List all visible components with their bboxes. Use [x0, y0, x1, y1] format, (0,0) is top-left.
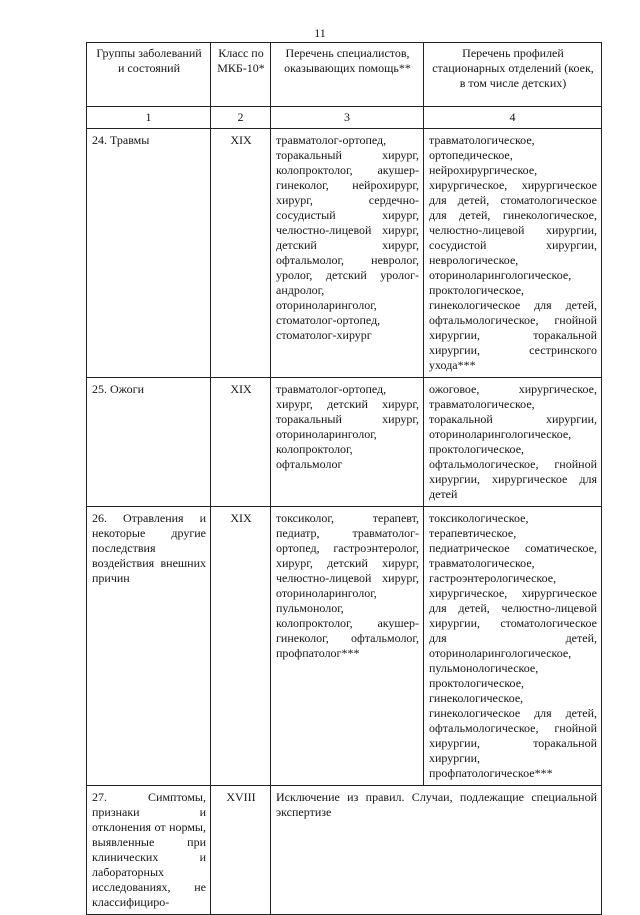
- icd-class-cell: XIX: [211, 507, 271, 786]
- departments-cell: ожоговое, хирургическое, травматологическое, торакальной хирургии, оториноларингологическое, проктологическое, офтальмологическое, гнойной хирургии, хирургическое для детей: [424, 378, 602, 507]
- departments-cell: токсикологическое, терапевтическое, педиатрическое соматическое, травматологическое, гастроэнтерологическое, хирургическое, хирургическое для детей, челюстно-лицевой хирургии, стоматологическое для детей, оториноларингологическое, пульмонологическое, проктологическое, гинекологическое, гинекологическое для детей, офтальмологическое, гнойной хирургии, торакальной хирургии, профпатологическое***: [424, 507, 602, 786]
- table-row: [87, 786, 602, 915]
- header-icd-class: Класс по МКБ-10*: [211, 43, 271, 107]
- table-header-row: [87, 43, 602, 107]
- group-cell: 25. Ожоги: [87, 378, 211, 507]
- column-number-row: [87, 107, 602, 129]
- specialists-cell: травматолог-ортопед, торакальный хирург, колопроктолог, акушер-гинеколог, нейрохирург, хирург, сердечно-сосудистый хирург, челюстно-лицевой хирург, детский хирург, офтальмолог, невролог, уролог, детский уролог-андролог, оториноларинголог, стоматолог-ортопед, стоматолог-хирург: [271, 129, 424, 378]
- column-number: 1: [87, 107, 211, 129]
- specialists-table: [86, 42, 602, 915]
- table-row: [87, 129, 602, 378]
- header-specialists: Перечень специалистов, оказывающих помощь**: [271, 43, 424, 107]
- merged-note-cell: Исключение из правил. Случаи, подлежащие специальной экспертизе: [271, 786, 602, 915]
- specialists-cell: травматолог-ортопед, хирург, детский хирург, торакальный хирург, оториноларинголог, колопроктолог, офтальмолог: [271, 378, 424, 507]
- header-departments: Перечень профилей стационарных отделений (коек, в том числе детских): [424, 43, 602, 107]
- table-row: [87, 507, 602, 786]
- specialists-cell: токсиколог, терапевт, педиатр, травматолог-ортопед, гастроэнтеролог, хирург, детский хирург, челюстно-лицевой хирург, оториноларинголог, пульмонолог, колопроктолог, акушер-гинеколог, офтальмолог, профпатолог***: [271, 507, 424, 786]
- group-cell: 24. Травмы: [87, 129, 211, 378]
- icd-class-cell: XVIII: [211, 786, 271, 915]
- column-number: 2: [211, 107, 271, 129]
- icd-class-cell: XIX: [211, 378, 271, 507]
- departments-cell: травматологическое, ортопедическое, нейрохирургическое, хирургическое, хирургическое для детей, стоматологическое для детей, гинекологическое, челюстно-лицевой хирургии, сосудистой хирургии, неврологическое, оториноларингологическое, проктологическое, гинекологическое для детей, офтальмологическое, гнойной хирургии, торакальной хирургии, сестринского ухода***: [424, 129, 602, 378]
- icd-class-cell: XIX: [211, 129, 271, 378]
- group-cell: 26. Отравления и некоторые другие последствия воздействия внешних причин: [87, 507, 211, 786]
- header-groups: Группы заболеваний и состояний: [87, 43, 211, 107]
- column-number: 4: [424, 107, 602, 129]
- column-number: 3: [271, 107, 424, 129]
- page-number: 11: [314, 26, 326, 40]
- group-cell: 27. Симптомы, признаки и отклонения от нормы, выявленные при клинических и лабораторных исследованиях, не классифициро-: [87, 786, 211, 915]
- table-row: [87, 378, 602, 507]
